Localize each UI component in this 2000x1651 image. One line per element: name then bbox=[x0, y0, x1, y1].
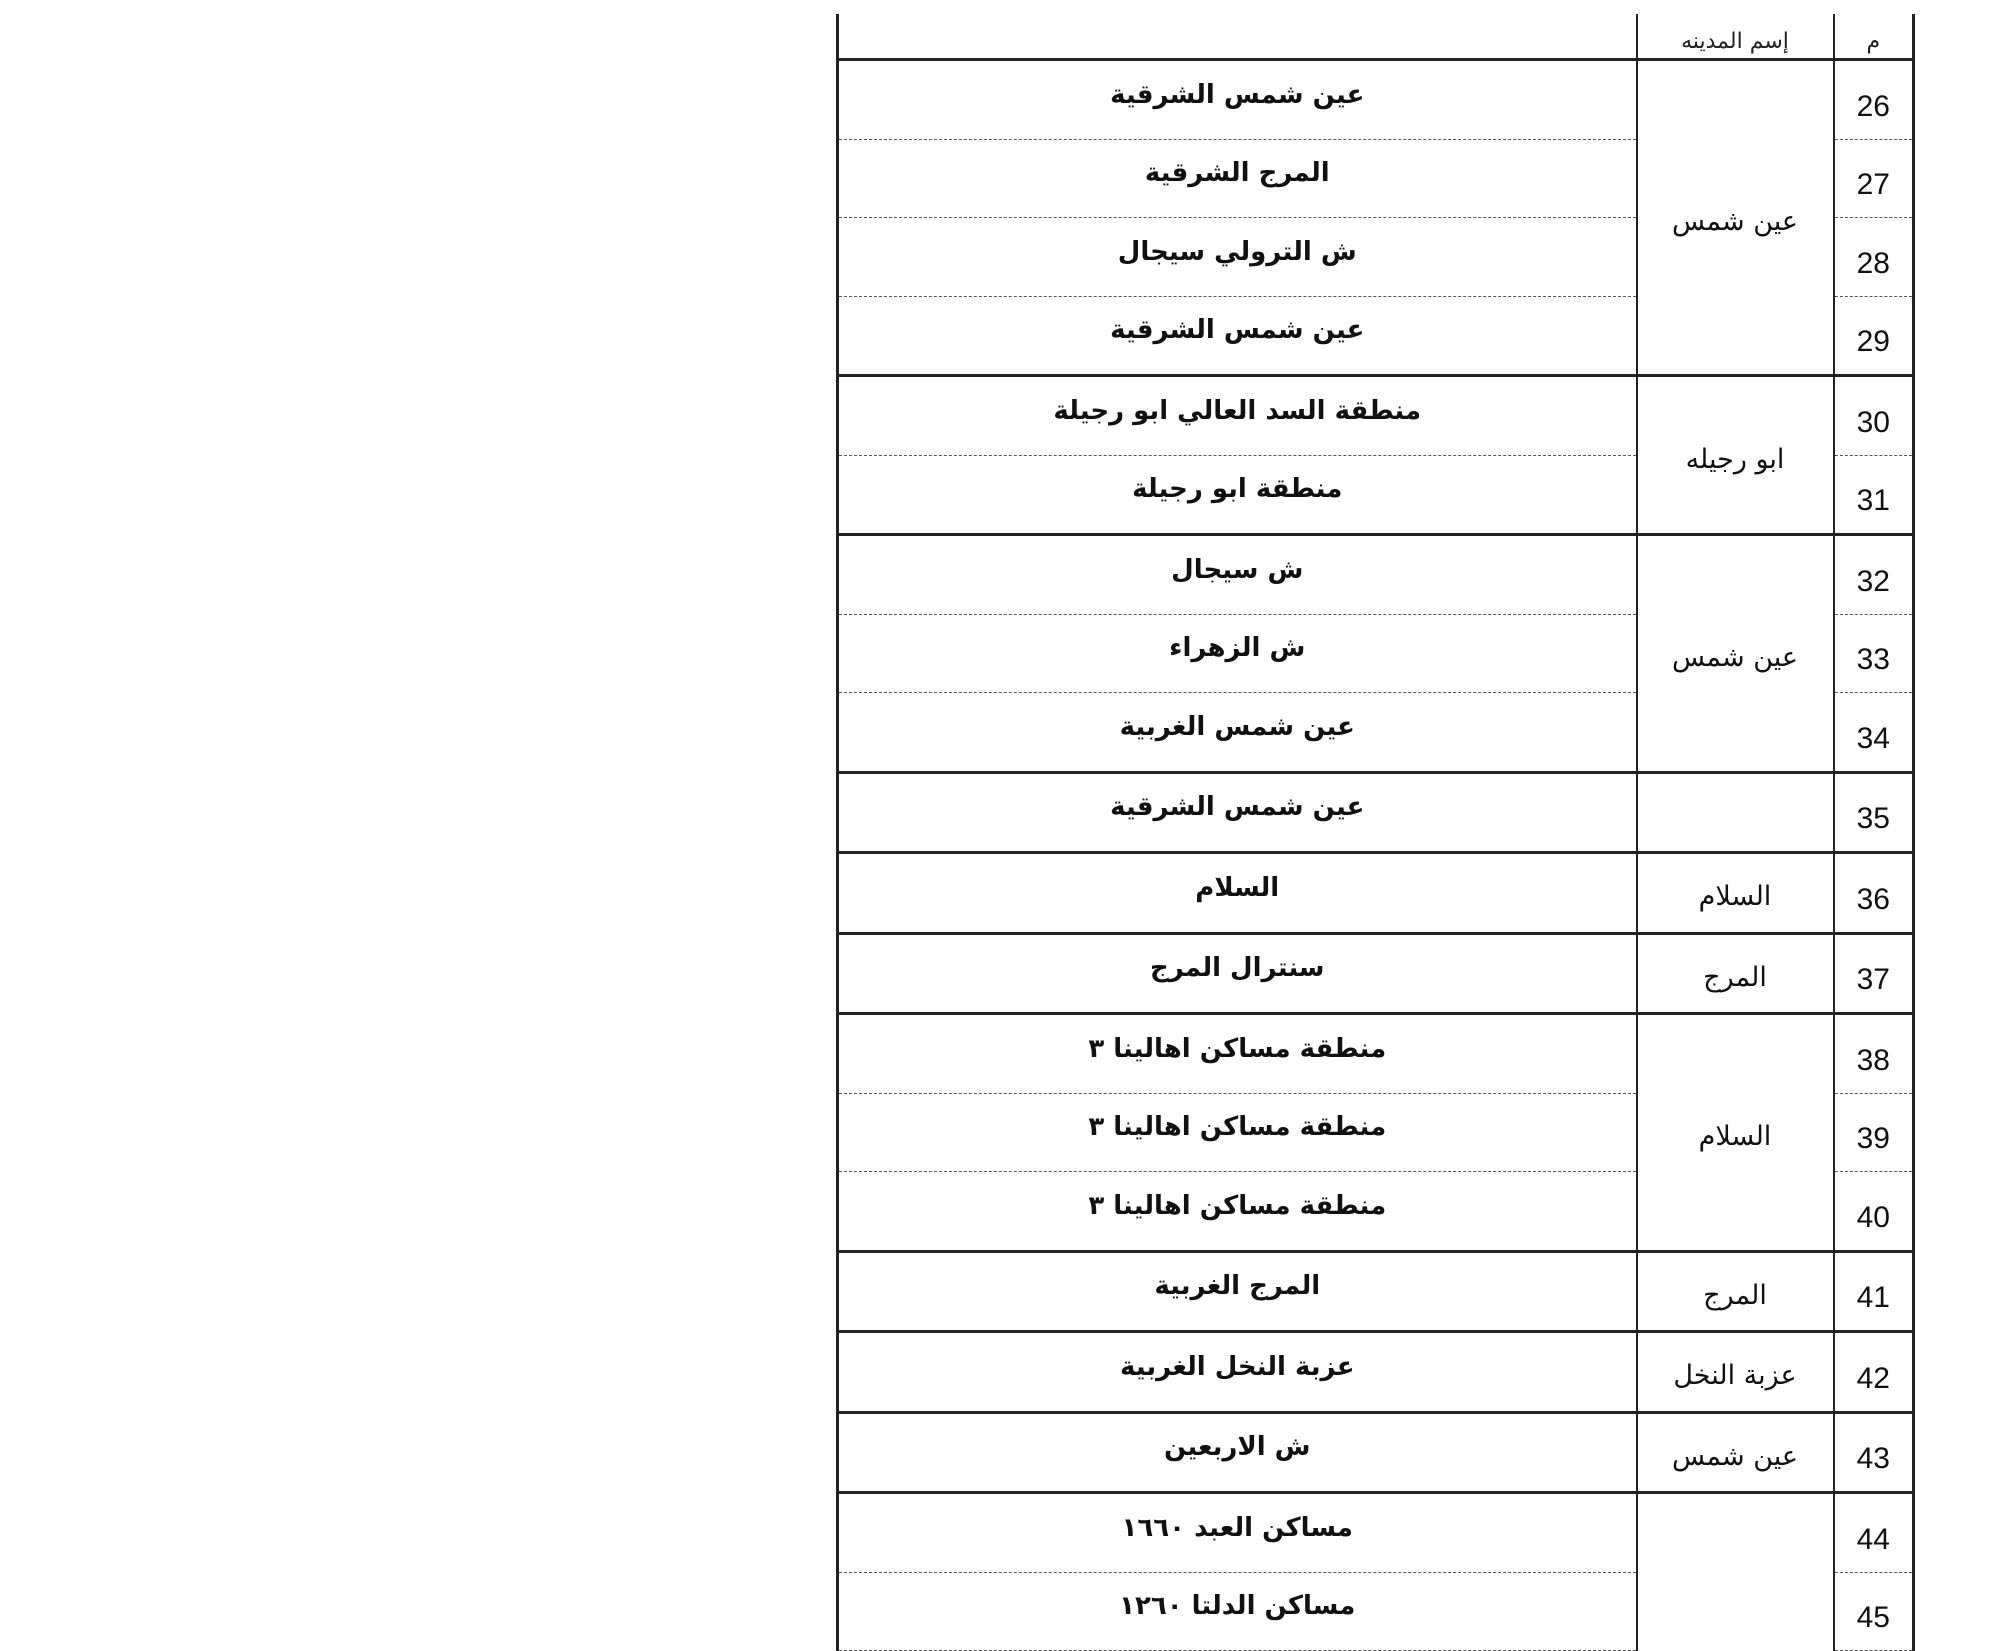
area-cell: المرج الشرقية bbox=[838, 139, 1637, 218]
row-number: 45 bbox=[1834, 1572, 1914, 1651]
city-cell bbox=[1637, 772, 1834, 853]
area-cell: السلام bbox=[838, 853, 1637, 934]
row-number: 31 bbox=[1834, 455, 1914, 535]
city-cell: عين شمس bbox=[1637, 60, 1834, 376]
table-row bbox=[838, 853, 1914, 934]
city-cell: عين شمس bbox=[1637, 1412, 1834, 1493]
area-cell: منطقة مساكن اهالينا ٣ bbox=[838, 1093, 1637, 1172]
area-cell: عين شمس الشرقية bbox=[838, 296, 1637, 376]
row-number: 30 bbox=[1834, 376, 1914, 456]
area-cell: سنترال المرج bbox=[838, 933, 1637, 1014]
row-number: 44 bbox=[1834, 1493, 1914, 1573]
row-number: 36 bbox=[1834, 853, 1914, 934]
area-cell: منطقة ابو رجيلة bbox=[838, 455, 1637, 535]
area-cell: عين شمس الشرقية bbox=[838, 772, 1637, 853]
row-number: 28 bbox=[1834, 218, 1914, 297]
table-row bbox=[838, 1493, 1914, 1573]
area-cell: المرج الغربية bbox=[838, 1251, 1637, 1332]
table-row bbox=[838, 1332, 1914, 1413]
header-city-name: إسم المدينه bbox=[1637, 14, 1834, 60]
row-number: 41 bbox=[1834, 1251, 1914, 1332]
city-cell: المرج bbox=[1637, 1251, 1834, 1332]
table-row bbox=[838, 1251, 1914, 1332]
city-cell: السلام bbox=[1637, 853, 1834, 934]
area-cell: ش سيجال bbox=[838, 535, 1637, 615]
area-cell: ش الزهراء bbox=[838, 614, 1637, 693]
area-cell: مساكن العبد ١٦٦٠ bbox=[838, 1493, 1637, 1573]
area-cell: منطقة السد العالي ابو رجيلة bbox=[838, 376, 1637, 456]
city-cell: السلام bbox=[1637, 1014, 1834, 1252]
city-cell: عين شمس bbox=[1637, 535, 1834, 773]
city-cell: المرج bbox=[1637, 933, 1834, 1014]
city-cell: ابو رجيله bbox=[1637, 376, 1834, 535]
area-cell: منطقة مساكن اهالينا ٣ bbox=[838, 1172, 1637, 1252]
header-area bbox=[838, 14, 1637, 60]
table-row bbox=[838, 933, 1914, 1014]
row-number: 42 bbox=[1834, 1332, 1914, 1413]
row-number: 40 bbox=[1834, 1172, 1914, 1252]
table-row bbox=[838, 535, 1914, 615]
area-cell: عزبة النخل الغربية bbox=[838, 1332, 1637, 1413]
row-number: 27 bbox=[1834, 139, 1914, 218]
row-number: 35 bbox=[1834, 772, 1914, 853]
area-cell: ش الترولي سيجال bbox=[838, 218, 1637, 297]
areas-table bbox=[836, 14, 1915, 1651]
table-row bbox=[838, 60, 1914, 140]
table-row bbox=[838, 1014, 1914, 1094]
row-number: 26 bbox=[1834, 60, 1914, 140]
area-cell: ش الاربعين bbox=[838, 1412, 1637, 1493]
row-number: 39 bbox=[1834, 1093, 1914, 1172]
city-cell: عزبة النخل bbox=[1637, 1332, 1834, 1413]
row-number: 34 bbox=[1834, 693, 1914, 773]
table-header-row bbox=[838, 14, 1914, 60]
row-number: 29 bbox=[1834, 296, 1914, 376]
table-row bbox=[838, 376, 1914, 456]
row-number: 43 bbox=[1834, 1412, 1914, 1493]
area-cell: منطقة مساكن اهالينا ٣ bbox=[838, 1014, 1637, 1094]
row-number: 32 bbox=[1834, 535, 1914, 615]
row-number: 33 bbox=[1834, 614, 1914, 693]
area-cell: عين شمس الغربية bbox=[838, 693, 1637, 773]
row-number: 38 bbox=[1834, 1014, 1914, 1094]
city-cell bbox=[1637, 1493, 1834, 1651]
area-cell: مساكن الدلتا ١٢٦٠ bbox=[838, 1572, 1637, 1651]
table-row bbox=[838, 1412, 1914, 1493]
table-row bbox=[838, 772, 1914, 853]
row-number: 37 bbox=[1834, 933, 1914, 1014]
header-number: م bbox=[1834, 14, 1914, 60]
area-cell: عين شمس الشرقية bbox=[838, 60, 1637, 140]
